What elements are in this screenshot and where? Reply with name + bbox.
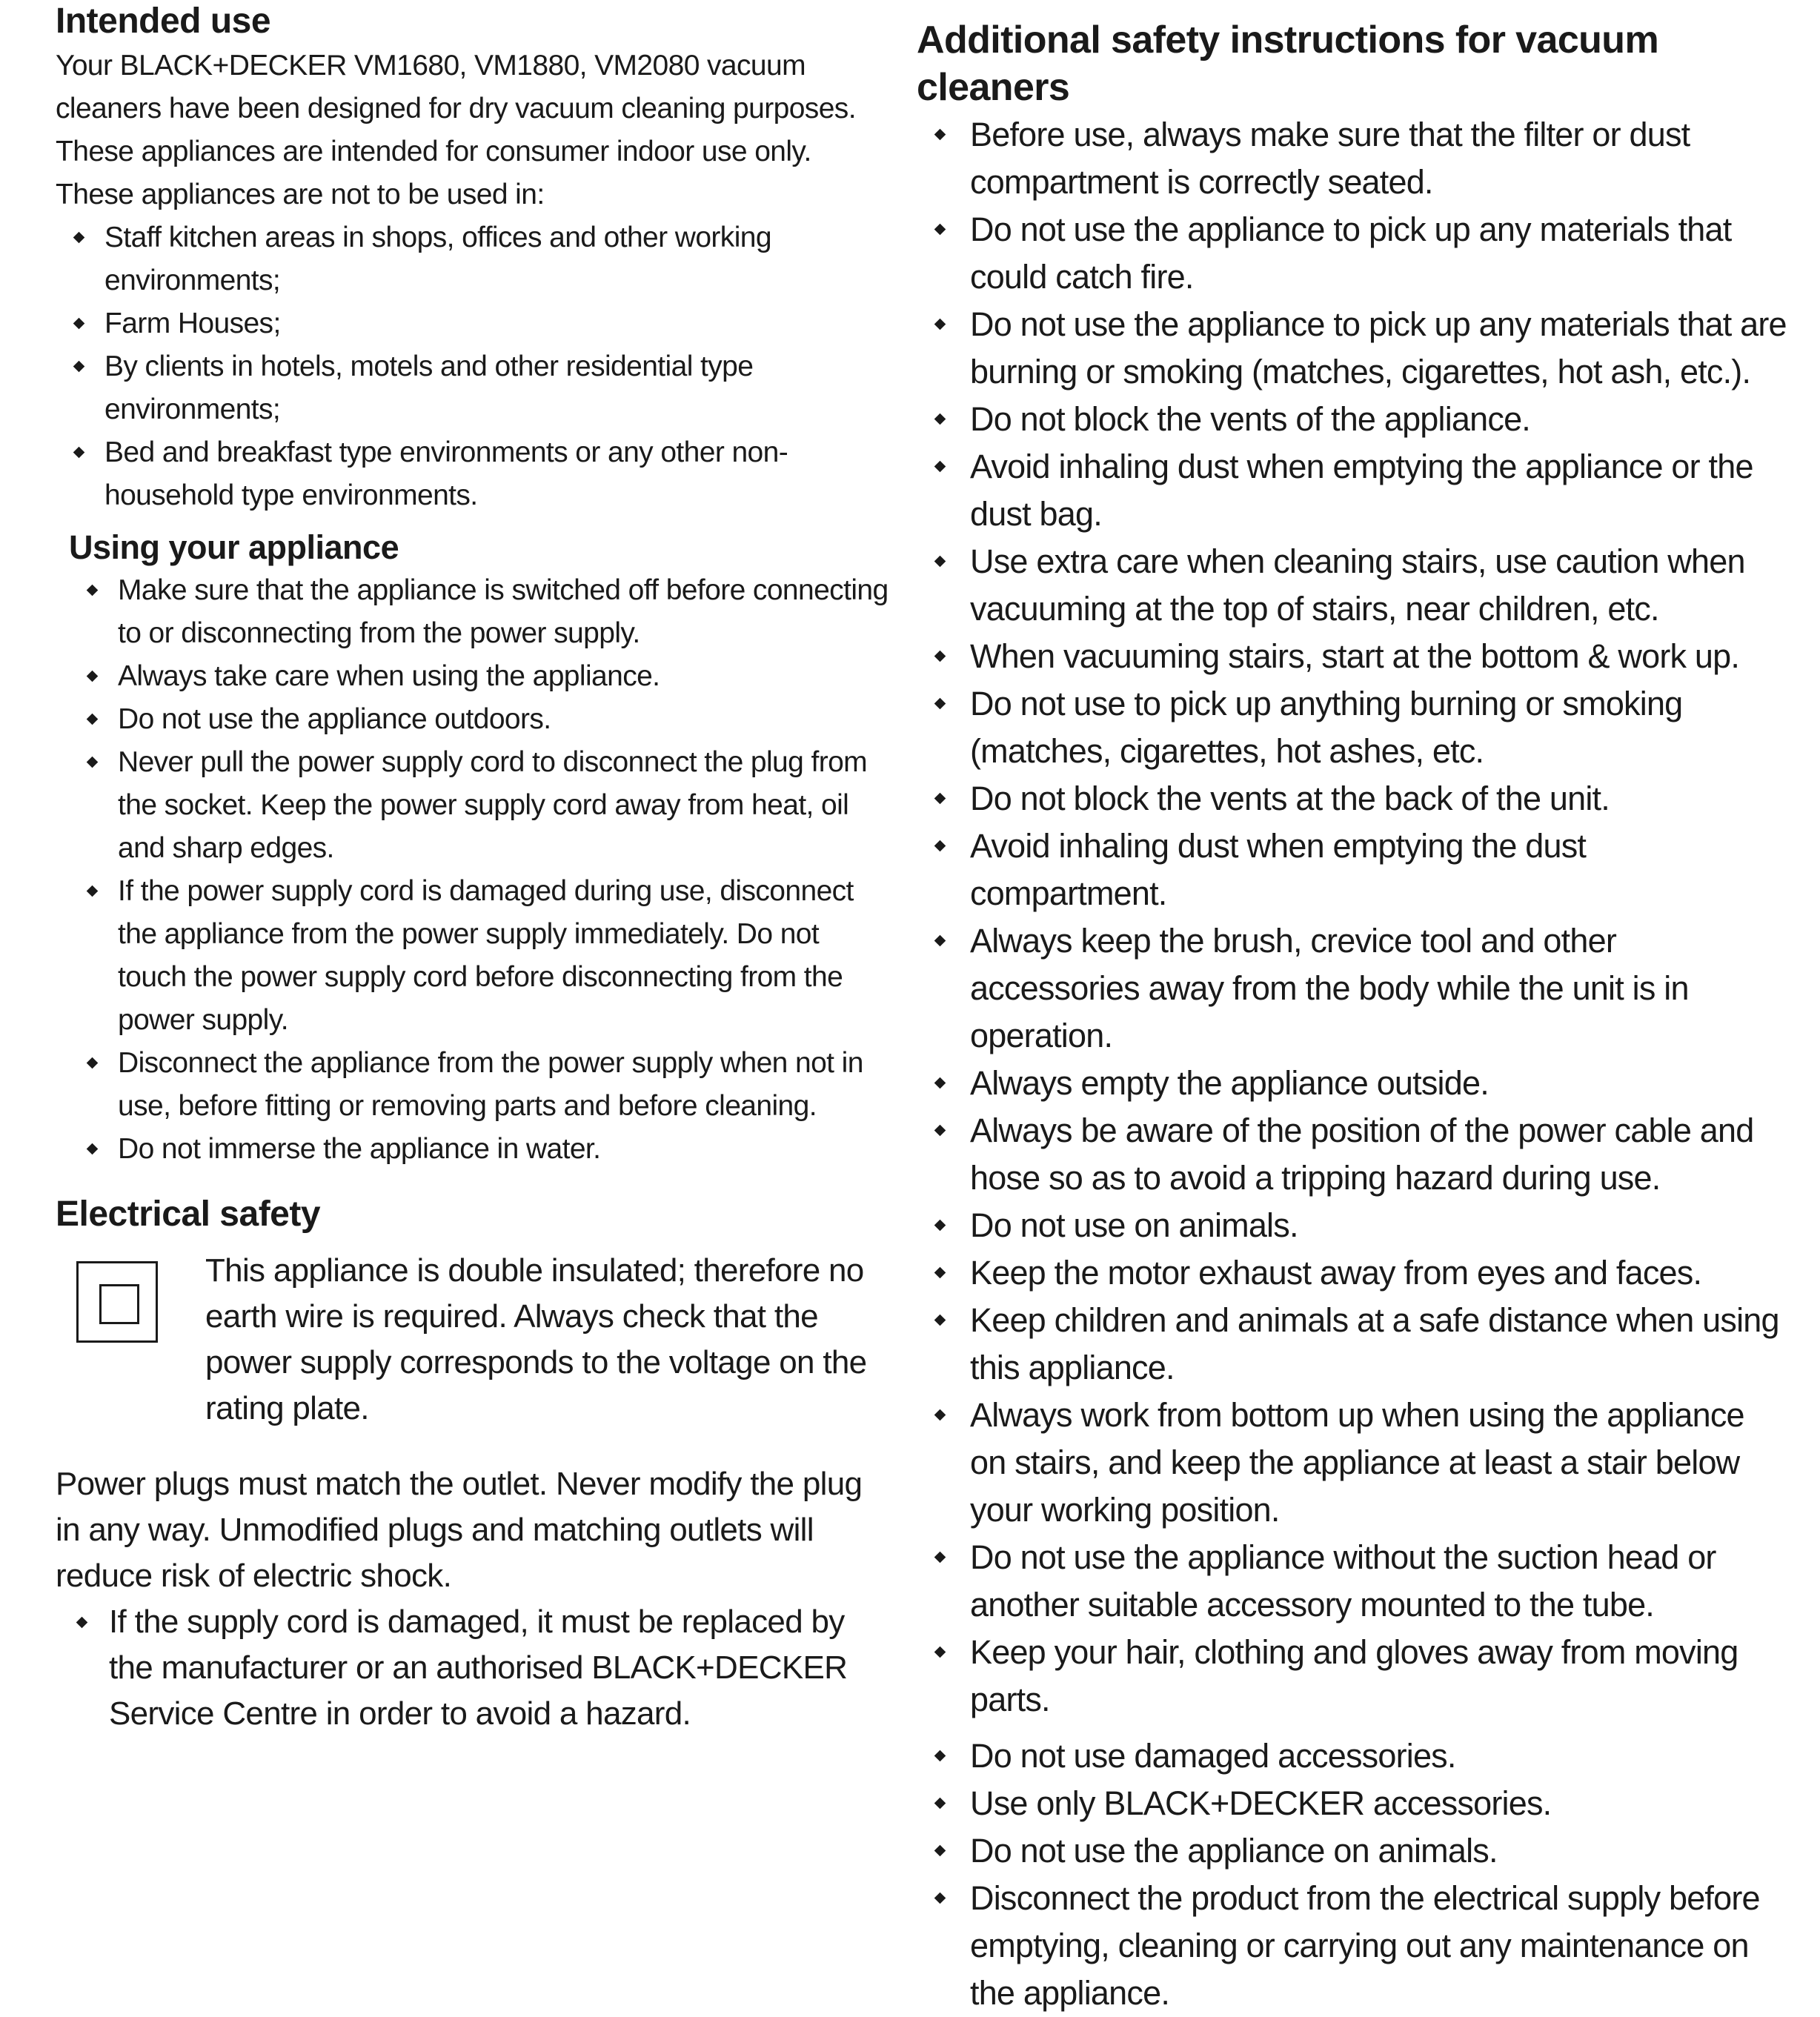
intended-use-heading: Intended use [56, 1, 271, 41]
bullet-diamond-icon [934, 935, 946, 947]
double-insulation-text: This appliance is double insulated; therefore no earth wire is required. Always check that the power supply corresponds to the voltage on the rating plate. [205, 1252, 867, 1426]
list-item: Keep your hair, clothing and gloves away from moving parts. [917, 1629, 1787, 1724]
bullet-diamond-icon [73, 361, 85, 373]
list-item: Bed and breakfast type environments or any other non-household type environments. [56, 431, 889, 517]
bullet-diamond-icon [87, 1057, 99, 1069]
list-item: Always keep the brush, crevice tool and other accessories away from the body while the unit is in operation. [917, 917, 1787, 1060]
list-item: Disconnect the appliance from the power supply when not in use, before fitting or removing parts and before cleaning. [56, 1042, 889, 1128]
using-appliance-list [56, 569, 889, 1171]
list-item: Do not use on animals. [917, 1202, 1787, 1249]
list-item: Always empty the appliance outside. [917, 1060, 1787, 1107]
bullet-diamond-icon [934, 1125, 946, 1137]
bullet-diamond-icon [87, 1143, 99, 1155]
list-item: Do not block the vents at the back of the unit. [917, 775, 1787, 823]
list-item: Always work from bottom up when using the appliance on stairs, and keep the appliance at least a stair below your working position. [917, 1392, 1787, 1534]
list-item: Do not use to pick up anything burning or smoking (matches, cigarettes, hot ashes, etc. [917, 680, 1787, 775]
intended-use-paragraph: Your BLACK+DECKER VM1680, VM1880, VM2080 vacuum cleaners have been designed for dry vacuum cleaning purposes. These appliances are intended for consumer indoor use only. [56, 50, 856, 167]
power-plugs-paragraph: Power plugs must match the outlet. Never modify the plug in any way. Unmodified plugs and matching outlets will reduce risk of electric shock. [56, 1466, 863, 1594]
list-item: Do not block the vents of the appliance. [917, 396, 1787, 443]
bullet-diamond-icon [73, 447, 85, 459]
electrical-list [56, 1599, 889, 1737]
list-item: Make sure that the appliance is switched off before connecting to or disconnecting from the power supply. [56, 569, 889, 655]
list-item: Use extra care when cleaning stairs, use caution when vacuuming at the top of stairs, near children, etc. [917, 538, 1787, 633]
list-item: Do not immerse the appliance in water. [56, 1128, 889, 1171]
double-insulation-inner-square [99, 1284, 139, 1324]
electrical-safety-heading: Electrical safety [56, 1194, 321, 1234]
bullet-diamond-icon [934, 461, 946, 473]
list-item: Use only BLACK+DECKER accessories. [917, 1780, 1787, 1827]
right-column [917, 16, 1787, 2017]
list-item: Do not use the appliance without the suction head or another suitable accessory mounted to the tube. [917, 1534, 1787, 1629]
bullet-diamond-icon [73, 232, 85, 244]
not-used-list [56, 216, 889, 517]
bullet-diamond-icon [934, 1409, 946, 1421]
bullet-diamond-icon [934, 556, 946, 568]
list-item: Staff kitchen areas in shops, offices and other working environments; [56, 216, 889, 302]
bullet-diamond-icon [73, 318, 85, 330]
bullet-diamond-icon [87, 757, 99, 768]
list-item: Keep children and animals at a safe distance when using this appliance. [917, 1297, 1787, 1392]
list-item: Always be aware of the position of the power cable and hose so as to avoid a tripping hazard during use. [917, 1107, 1787, 1202]
list-item: Do not use the appliance on animals. [917, 1827, 1787, 1875]
double-insulation-icon [76, 1261, 158, 1343]
list-item: Do not use damaged accessories. [917, 1732, 1787, 1780]
bullet-diamond-icon [934, 319, 946, 330]
bullet-diamond-icon [934, 1750, 946, 1762]
additional-safety-heading: Additional safety instructions for vacuum cleaners [917, 19, 1659, 109]
bullet-diamond-icon [87, 671, 99, 682]
using-appliance-heading: Using your appliance [69, 528, 399, 566]
bullet-diamond-icon [934, 413, 946, 425]
bullet-diamond-icon [934, 793, 946, 805]
bullet-diamond-icon [87, 714, 99, 725]
bullet-diamond-icon [934, 129, 946, 141]
bullet-diamond-icon [87, 585, 99, 597]
bullet-diamond-icon [934, 840, 946, 852]
bullet-diamond-icon [934, 1220, 946, 1232]
bullet-diamond-icon [934, 1647, 946, 1658]
bullet-diamond-icon [934, 1798, 946, 1810]
list-item: Do not use the appliance to pick up any materials that are burning or smoking (matches, cigarettes, hot ash, etc.). [917, 301, 1787, 396]
bullet-diamond-icon [934, 651, 946, 662]
list-item: Before use, always make sure that the filter or dust compartment is correctly seated. [917, 111, 1787, 206]
list-item: If the power supply cord is damaged during use, disconnect the appliance from the power supply immediately. Do not touch the power supply cord before disconnecting from the power supply. [56, 870, 889, 1042]
bullet-diamond-icon [934, 1893, 946, 1904]
bullet-diamond-icon [934, 698, 946, 710]
list-item: Disconnect the product from the electrical supply before emptying, cleaning or carrying out any maintenance on the appliance. [917, 1875, 1787, 2017]
list-item: Always take care when using the appliance. [56, 655, 889, 698]
list-item: Do not use the appliance to pick up any materials that could catch fire. [917, 206, 1787, 301]
list-item: Avoid inhaling dust when emptying the dust compartment. [917, 823, 1787, 917]
bullet-diamond-icon [934, 1315, 946, 1326]
list-item: Do not use the appliance outdoors. [56, 698, 889, 741]
double-insulation-block [56, 1248, 889, 1433]
list-item: Never pull the power supply cord to disconnect the plug from the socket. Keep the power supply cord away from heat, oil and sharp edges. [56, 741, 889, 870]
bullet-diamond-icon [87, 885, 99, 897]
bullet-diamond-icon [934, 1552, 946, 1564]
additional-safety-list [917, 111, 1787, 2017]
list-item: Keep the motor exhaust away from eyes and faces. [917, 1249, 1787, 1297]
bullet-diamond-icon [934, 224, 946, 236]
bullet-diamond-icon [934, 1267, 946, 1279]
list-item: By clients in hotels, motels and other residential type environments; [56, 345, 889, 431]
left-column [56, 0, 889, 1737]
not-used-intro: These appliances are not to be used in: [56, 179, 545, 210]
list-item: If the supply cord is damaged, it must be replaced by the manufacturer or an authorised BLACK+DECKER Service Centre in order to avoid a hazard. [56, 1599, 889, 1737]
bullet-diamond-icon [76, 1617, 88, 1629]
bullet-diamond-icon [934, 1845, 946, 1857]
list-item: Farm Houses; [56, 302, 889, 345]
bullet-diamond-icon [934, 1077, 946, 1089]
list-item: Avoid inhaling dust when emptying the appliance or the dust bag. [917, 443, 1787, 538]
list-item: When vacuuming stairs, start at the bottom & work up. [917, 633, 1787, 680]
